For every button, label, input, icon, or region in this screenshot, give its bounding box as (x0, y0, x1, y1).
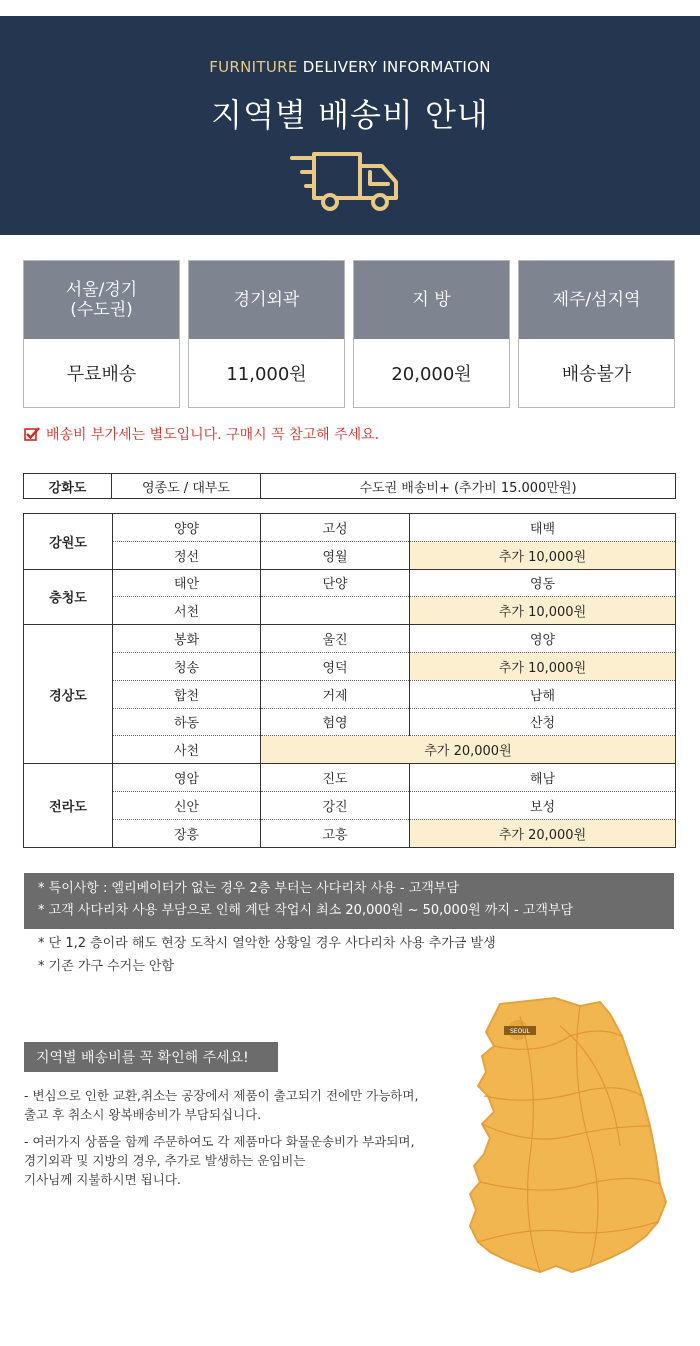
area-cell: 영덕 (261, 652, 410, 680)
area-cell: 합천 (113, 680, 261, 708)
area-cell: 영월 (261, 541, 410, 569)
area-cell: 청송 (113, 652, 261, 680)
header-subtitle: FURNITURE DELIVERY INFORMATION (209, 58, 491, 76)
fee-cell: 추가 10,000원 (410, 597, 676, 625)
special-notes: * 특이사항 : 엘리베이터가 없는 경우 2층 부터는 사다리차 사용 - 고객부담 * 고객 사다리차 사용 부담으로 인해 계단 작업시 최소 20,000원 ~ 50,000원 까지 - 고객부담 (24, 873, 674, 929)
region-name: 충청도 (24, 569, 113, 625)
table-row (24, 625, 676, 653)
zone-card (518, 260, 675, 408)
area-cell: 울진 (261, 625, 410, 653)
zone-name: 서울/경기 (수도권) (24, 261, 179, 339)
area-cell: 진도 (261, 764, 410, 792)
area-cell: 거제 (261, 680, 410, 708)
zone-price-panel (23, 260, 675, 408)
table-row (24, 764, 676, 792)
header-banner (0, 16, 700, 235)
zone-card (188, 260, 345, 408)
table-row (24, 652, 676, 680)
zone-price: 무료배송 (66, 364, 137, 385)
table-row (24, 514, 676, 542)
region-areas: 영종도 / 대부도 (112, 474, 261, 498)
page-title: 지역별 배송비 안내 (211, 96, 489, 134)
region-name: 전라도 (24, 764, 113, 847)
area-cell: 험영 (261, 708, 410, 736)
area-cell: 하동 (113, 708, 261, 736)
fee-cell: 추가 10,000원 (410, 652, 676, 680)
regional-fee-table (23, 513, 676, 848)
zone-price: 배송불가 (561, 364, 632, 385)
rule-item: - 변심으로 인한 교환,취소는 공장에서 제품이 출고되기 전에만 가능하며, 출고 후 취소시 왕복배송비가 부담되십니다. (24, 1088, 419, 1122)
fee-cell: 추가 20,000원 (410, 819, 676, 847)
rule-item: - 여러가지 상품을 함께 주문하여도 각 제품마다 화물운송비가 부과되며, 경기외곽 및 지방의 경우, 추가로 발생하는 운임비는 기사님께 지불하시면 됩니다. (24, 1134, 415, 1187)
fee-cell: 추가 20,000원 (261, 736, 676, 764)
area-cell (261, 597, 410, 625)
zone-name: 제주/섬지역 (519, 261, 674, 339)
region-fee: 수도권 배송비+ (추가비 15.000만원) (359, 480, 577, 496)
area-cell: 사천 (113, 736, 261, 764)
map-seoul-label: SEOUL (509, 1028, 531, 1035)
area-cell: 보성 (410, 791, 676, 819)
zone-card (353, 260, 510, 408)
area-cell: 서천 (113, 597, 261, 625)
table-row (24, 736, 676, 764)
vat-notice: 배송비 부가세는 별도입니다. 구매시 꼭 참고해 주세요. (24, 424, 379, 444)
area-cell: 고흥 (261, 819, 410, 847)
area-cell: 고성 (261, 514, 410, 542)
area-cell: 신안 (113, 791, 261, 819)
area-cell: 영양 (410, 625, 676, 653)
table-row (24, 680, 676, 708)
delivery-truck-icon (290, 152, 402, 214)
area-cell: 양양 (113, 514, 261, 542)
area-cell: 단양 (261, 569, 410, 597)
ganghwa-row (23, 473, 676, 499)
area-cell: 봉화 (113, 625, 261, 653)
zone-name: 지 방 (354, 261, 509, 339)
region-name: 강원도 (24, 514, 113, 570)
table-row (24, 708, 676, 736)
fee-cell: 추가 10,000원 (410, 541, 676, 569)
area-cell: 남해 (410, 680, 676, 708)
region-name: 경상도 (24, 625, 113, 764)
table-row (24, 569, 676, 597)
korea-map-icon (460, 996, 682, 1286)
check-fee-heading: 지역별 배송비를 꼭 확인해 주세요! (24, 1042, 278, 1072)
delivery-rules (24, 1086, 464, 1197)
area-cell: 강진 (261, 791, 410, 819)
checkmark-icon (24, 426, 40, 442)
table-row (24, 541, 676, 569)
area-cell: 정선 (113, 541, 261, 569)
area-cell: 태백 (410, 514, 676, 542)
extra-notes: * 단 1,2 층이라 해도 현장 도착시 열악한 상황일 경우 사다리차 사용 추가금 발생 * 기존 가구 수거는 안함 (38, 936, 496, 974)
table-row (24, 791, 676, 819)
area-cell: 장흥 (113, 819, 261, 847)
area-cell: 영동 (410, 569, 676, 597)
zone-card (23, 260, 180, 408)
area-cell: 태안 (113, 569, 261, 597)
zone-price: 11,000원 (226, 364, 307, 385)
table-row (24, 597, 676, 625)
area-cell: 영암 (113, 764, 261, 792)
area-cell: 산청 (410, 708, 676, 736)
area-cell: 해남 (410, 764, 676, 792)
zone-price: 20,000원 (391, 364, 472, 385)
region-name: 강화도 (24, 474, 112, 498)
table-row (24, 819, 676, 847)
zone-name: 경기외곽 (189, 261, 344, 339)
